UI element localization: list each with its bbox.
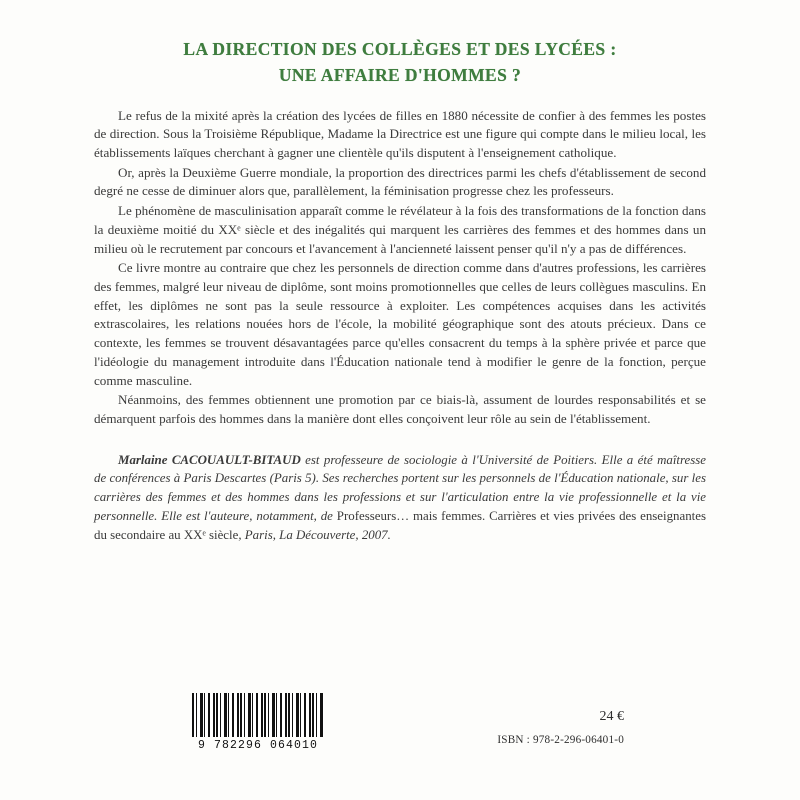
blurb-paragraph: Ce livre montre au contraire que chez les personnels de direction comme dans d'autres professions, les carrières des femmes, malgré leur niveau de diplôme, sont moins promotionnelles que celles de leurs collègues masculins. En effet, les diplômes ne sont pas la seule ressource à exploiter. Les compétences acquises dans les activités extrascolaires, les relations nouées hors de l'école, la mobilité géographique sont des atouts précieux. Dans ce contexte, les femmes se trouvent désavantagées parce qu'elles consacrent du temps à la sphère privée et parce que l'idéologie du management introduite dans l'Éducation nationale tend à modifier le genre de la fonction, perçue comme masculine. — [94, 260, 706, 388]
author-note-paragraph — [94, 451, 706, 545]
author-work-title: Professeurs… mais femmes. Carrières et vies privées des enseignantes du secondaire au XXᵉ siècle — [94, 508, 706, 542]
title-line-1: LA DIRECTION DES COLLÈGES ET DES LYCÉES : — [183, 39, 617, 59]
isbn-label: ISBN : 978-2-296-06401-0 — [497, 734, 624, 746]
price-label: 24 € — [599, 709, 624, 724]
price-isbn-block — [497, 709, 624, 746]
barcode-bars — [192, 693, 324, 737]
blurb-paragraph: Or, après la Deuxième Guerre mondiale, la proportion des directrices parmi les chefs d'établissement de second degré ne cesse de diminuer alors que, parallèlement, la féminisation progresse chez les professeurs. — [94, 164, 706, 199]
barcode-digits: 9 782296 064010 — [197, 739, 319, 752]
barcode — [188, 693, 328, 752]
blurb-paragraph: Le refus de la mixité après la création des lycées de filles en 1880 nécessite de confier à des femmes les postes de direction. Sous la Troisième République, Madame la Directrice est une figure qui compte dans le milieu local, les établissements laïques cherchant à gagner une clientèle qu'ils disputent à l'enseignement catholique. — [94, 107, 706, 160]
cover-footer — [0, 690, 800, 752]
author-note — [94, 451, 706, 545]
page-title — [0, 26, 800, 89]
title-line-2: UNE AFFAIRE D'HOMMES ? — [278, 65, 522, 86]
author-bio-text: est professeure de sociologie à l'Université de Poitiers. Elle a été maîtresse de conférences à Paris Descartes (Paris 5). Ses recherches portent sur les personnels de l'Éducation nationale, sur les carrières des femmes et des hommes dans les professions et sur l'articulation entre la vie professionnelle et la vie personnelle. Elle est l'auteure, notamment, de — [94, 452, 706, 523]
blurb-paragraph: Néanmoins, des femmes obtiennent une promotion par ce biais-là, assument de lourdes responsabilités et se démarquent parfois des hommes dans la manière dont elles conçoivent leur rôle au sein de l'établissement. — [94, 392, 706, 426]
blurb-text — [94, 107, 706, 429]
blurb-paragraph: Le phénomène de masculinisation apparaît comme le révélateur à la fois des transformations de la fonction dans la deuxième moitié du XXᵉ siècle et des inégalités qui marquent les carrières des femmes et des hommes dans un milieu où le recrutement par concours et l'avancement à l'ancienneté laissent penser qu'il n'y a pas de différences. — [94, 203, 706, 256]
author-bio-text-end: , Paris, La Découverte, 2007. — [238, 527, 391, 542]
author-name: Marlaine CACOUAULT-BITAUD — [118, 452, 301, 467]
